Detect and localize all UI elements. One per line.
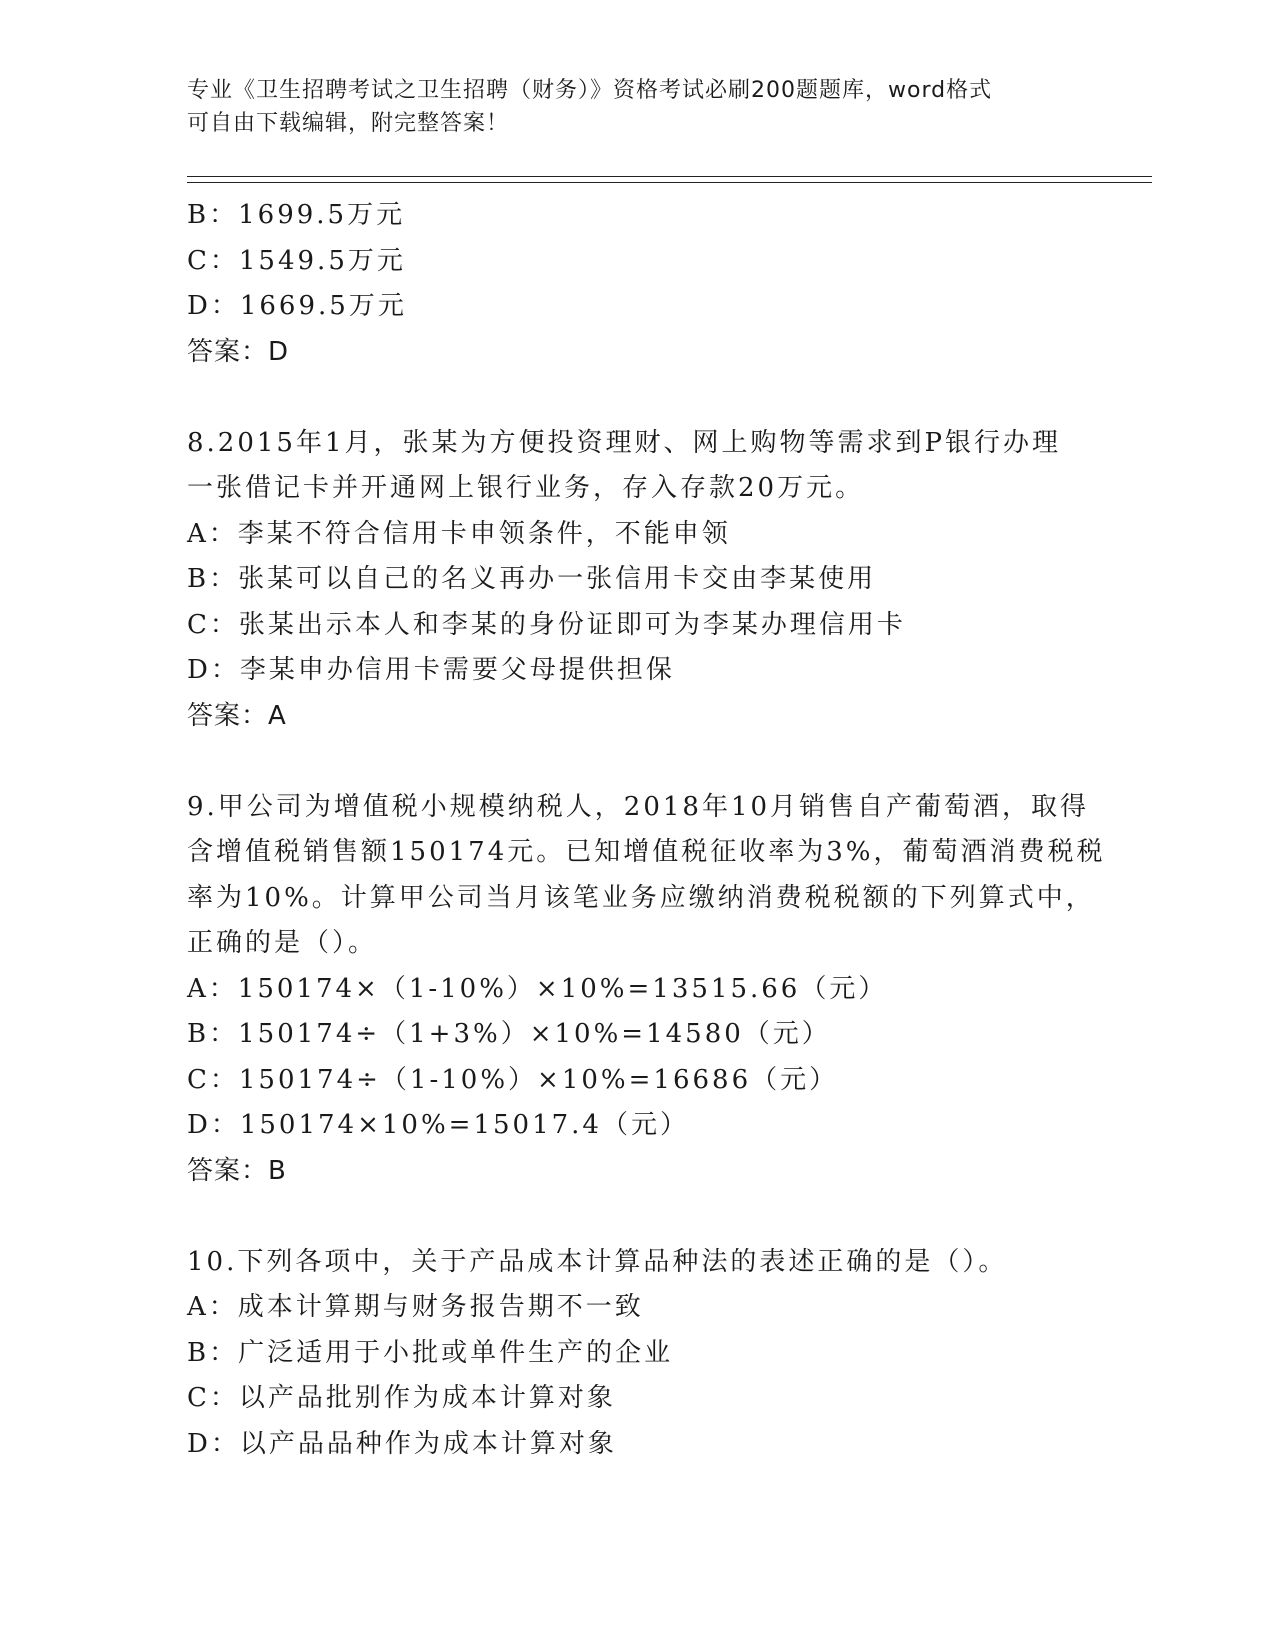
option-b: B：广泛适用于小批或单件生产的企业: [187, 1337, 674, 1368]
spacer: [187, 1194, 1087, 1240]
question-stem: 9.甲公司为增值税小规模纳税人，2018年10月销售自产葡萄酒，取得: [187, 791, 1090, 822]
answer: 答案：D: [187, 336, 290, 367]
option-a: A：成本计算期与财务报告期不一致: [187, 1292, 644, 1322]
spacer: [187, 739, 1087, 785]
answer: 答案：B: [187, 1155, 287, 1186]
option-a: A：李某不符合信用卡申领条件，不能申领: [187, 518, 731, 549]
spacer: [187, 375, 1087, 421]
question-8: [187, 421, 1087, 740]
option-d: D：李某申办信用卡需要父母提供担保: [187, 655, 675, 685]
question-content: [187, 193, 1106, 1467]
option-c: C：以产品批别作为成本计算对象: [187, 1383, 616, 1413]
question-7: [187, 193, 1087, 375]
option-d: D：以产品品种作为成本计算对象: [187, 1428, 617, 1459]
option-d: D：150174×10%=15017.4（元）: [187, 1110, 689, 1140]
question-10: [187, 1240, 1087, 1468]
header-rule-bottom: [187, 182, 1152, 183]
question-stem: 8.2015年1月，张某为方便投资理财、网上购物等需求到P银行办理: [187, 427, 1062, 458]
header-rule-top: [187, 176, 1152, 177]
option-d: D：1669.5万元: [187, 291, 407, 321]
option-a: A：150174×（1-10%）×10%=13515.66（元）: [187, 973, 888, 1004]
option-c: C：150174÷（1-10%）×10%=16686（元）: [187, 1064, 839, 1095]
question-stem: 正确的是（）。: [187, 928, 378, 958]
question-stem: 含增值税销售额150174元。已知增值税征收率为3%，葡萄酒消费税税: [187, 837, 1106, 867]
answer: 答案：A: [187, 700, 287, 731]
option-b: B：150174÷（1+3%）×10%=14580（元）: [187, 1019, 831, 1049]
question-stem: 率为10%。计算甲公司当月该笔业务应缴纳消费税税额的下列算式中，: [187, 882, 1095, 913]
option-c: C：1549.5万元: [187, 245, 406, 276]
header-line-2: 可自由下载编辑，附完整答案！: [187, 111, 510, 136]
header-line-1: 专业《卫生招聘考试之卫生招聘（财务）》资格考试必刷200题题库，word格式: [187, 78, 993, 103]
question-stem: 一张借记卡并开通网上银行业务，存入存款20万元。: [187, 473, 865, 503]
page-header: [187, 74, 1087, 140]
option-b: B：张某可以自己的名义再办一张信用卡交由李某使用: [187, 564, 877, 594]
question-stem: 10.下列各项中，关于产品成本计算品种法的表述正确的是（）。: [187, 1246, 1008, 1277]
question-9: [187, 785, 1106, 1195]
option-b: B：1699.5万元: [187, 200, 406, 230]
option-c: C：张某出示本人和李某的身份证即可为李某办理信用卡: [187, 609, 906, 640]
